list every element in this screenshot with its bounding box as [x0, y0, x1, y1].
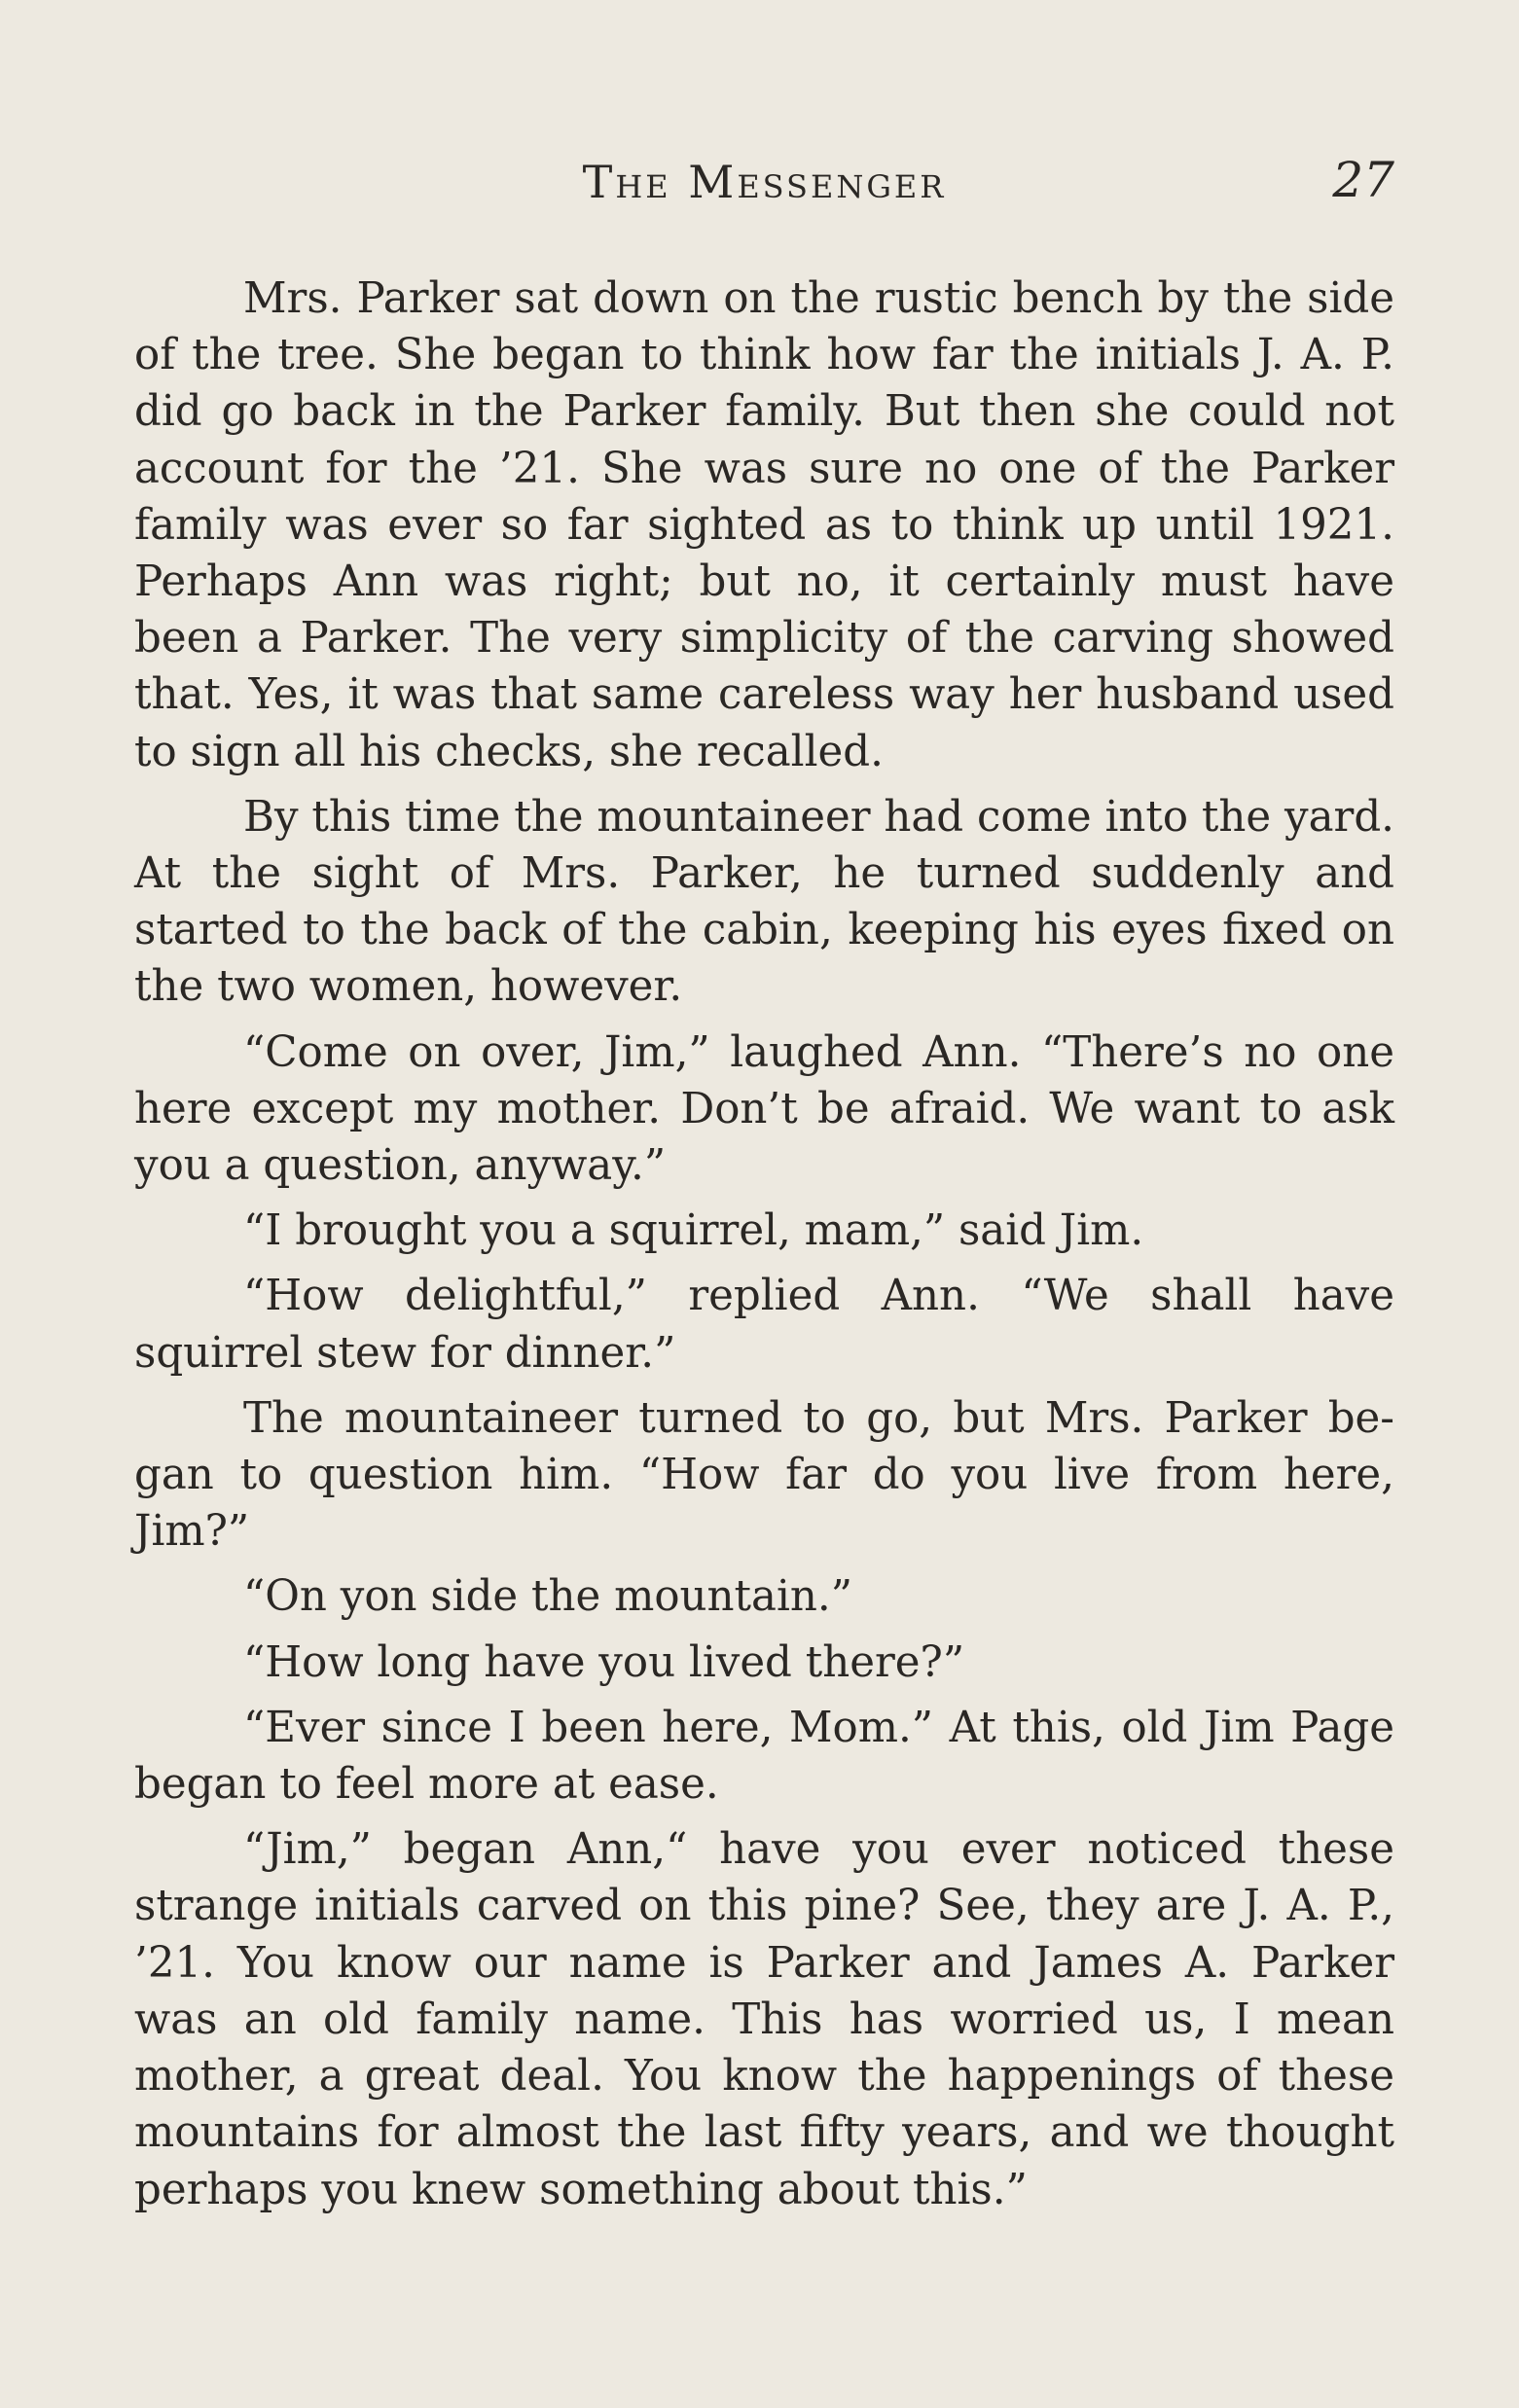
paragraph-9: “Ever since I been here, Mom.” At this, old Jim Page began to feel more at ease.: [134, 1703, 1394, 1810]
running-title: The Messenger: [582, 156, 947, 208]
paragraph-6: The mountaineer turned to go, but Mrs. Parker began to question him. “How far do you live from here, Jim?”: [134, 1393, 1394, 1557]
paragraph-7: “On yon side the mountain.”: [243, 1572, 852, 1622]
paragraph-8: “How long have you lived there?”: [243, 1637, 965, 1687]
page-header: [134, 152, 1394, 224]
body-text: [134, 270, 1394, 2227]
paragraph-3: “Come on over, Jim,” laughed Ann. “There’s no one here except my mother. Don’t be afraid. We want to ask you a question, anyway.”: [134, 1027, 1394, 1191]
paragraph-4: “I brought you a squirrel, mam,” said Jim.: [243, 1206, 1144, 1256]
paragraph-5: “How delightful,” replied Ann. “We shall have squirrel stew for dinner.”: [134, 1272, 1394, 1378]
paragraph-10: “Jim,” began Ann,“ have you ever noticed these strange initials carved on this pine? See, they are J. A. P., ’21. You know our name is Parker and James A. Parker was an old family name. This has worried us, I mean mother, a great deal. You know the happenings of these mountains for almost the last fifty years, and we thought perhaps you knew something about this.”: [134, 1825, 1394, 2214]
paragraph-2: By this time the mountaineer had come into the yard. At the sight of Mrs. Parker, he turned suddenly and started to the back of the cabin, keeping his eyes fixed on the two women, however.: [134, 792, 1394, 1012]
page-number: 27: [1332, 152, 1394, 208]
paragraph-1: Mrs. Parker sat down on the rustic bench by the side of the tree. She began to think how far the initials J. A. P. did go back in the Parker family. But then she could not account for the ’21. She was sure no one of the Parker family was ever so far sighted as to think up until 1921. Perhaps Ann was right; but no, it certainly must have been a Parker. The very simplicity of the carving showed that. Yes, it was that same careless way her husband used to sign all his checks, she recalled.: [134, 274, 1394, 776]
